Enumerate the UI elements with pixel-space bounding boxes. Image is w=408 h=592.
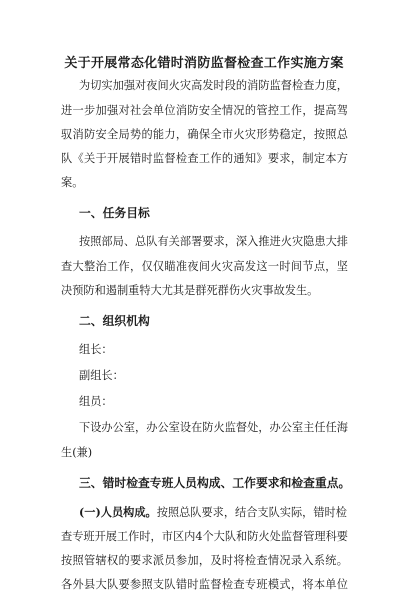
section-3-line-3: 按照管辖权的要求派员参加，及时将检查情况录入系统。: [61, 554, 348, 567]
section-3-first-line: [79, 505, 348, 520]
deputy-leader-label: 副组长：: [79, 369, 124, 382]
section-3-heading: 三、错时检查专班人员构成、工作要求和检查重点。: [79, 476, 351, 490]
section-2-heading: 二、组织机构: [79, 314, 150, 328]
office-line-1: 下设办公室，办公室设在防火监督处，办公室主任任海: [79, 421, 348, 434]
section-1-line-2: 查大整治工作，仅仅瞄准夜间火灾高发这一时间节点，坚: [61, 260, 348, 273]
document-title: 关于开展常态化错时消防监督检查工作实施方案: [64, 56, 344, 71]
office-line-2: 生(兼): [61, 446, 93, 459]
intro-line-1: 为切实加强对夜间火灾高发时段的消防监督检查力度，: [79, 79, 348, 92]
intro-line-5: 案。: [61, 176, 84, 189]
intro-line-2: 进一步加强对社会单位消防安全情况的管控工作，提高驾: [61, 104, 348, 117]
section-3-line-1: 按照总队要求，结合支队实际，错时检: [156, 506, 347, 519]
personnel-subheading: (一)人员构成。: [79, 505, 157, 519]
section-3-line-4: 各外县大队要参照支队错时监督检查专班模式，将本单位: [61, 578, 348, 591]
section-1-heading: 一、任务目标: [79, 206, 150, 220]
section-1-line-1: 按照部局、总队有关部署要求，深入推进火灾隐患大排: [79, 235, 348, 248]
intro-line-3: 驭消防安全局势的能力，确保全市火灾形势稳定，按照总: [61, 128, 348, 141]
leader-label: 组长：: [79, 343, 113, 356]
member-label: 组员：: [79, 395, 113, 408]
section-1-line-3: 决预防和遏制重特大尤其是群死群伤火灾事故发生。: [61, 284, 319, 297]
section-3-line-2: 查专班开展工作时，市区内4个大队和防火处监督管理科要: [61, 530, 348, 543]
intro-line-4: 队《关于开展错时监督检查工作的通知》要求，制定本方: [61, 152, 348, 165]
